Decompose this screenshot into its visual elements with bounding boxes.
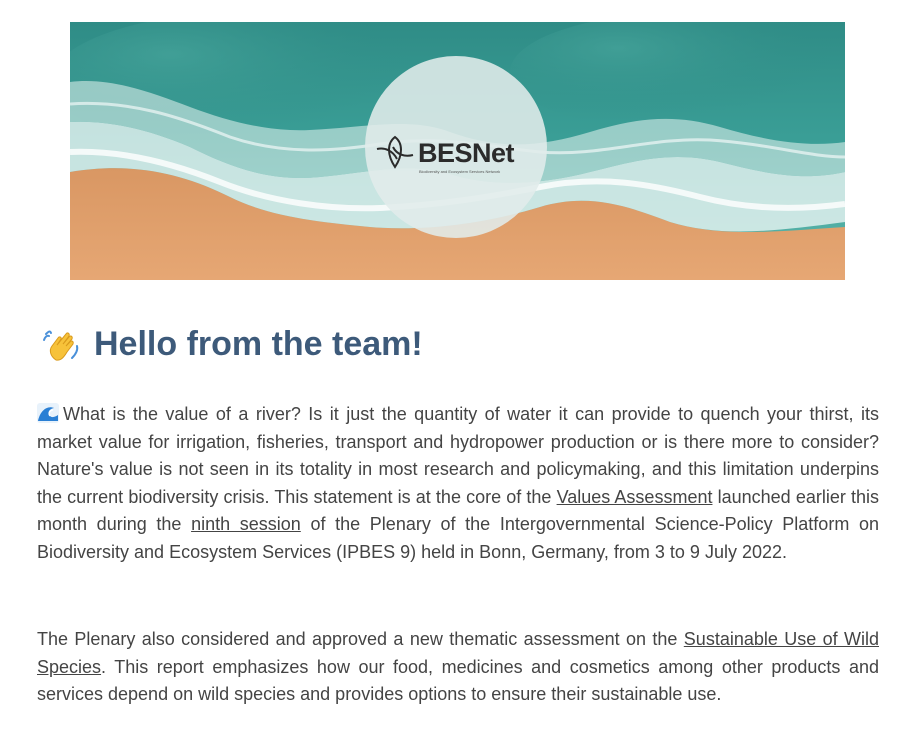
logo-tagline: Biodiversity and Ecosystem Services Network	[419, 169, 501, 174]
values-assessment-link[interactable]: Values Assessment	[556, 486, 713, 507]
greeting-heading-text: Hello from the team!	[94, 324, 423, 363]
page-title	[42, 320, 423, 368]
sustainable-use-wild-species-link[interactable]: Sustainable Use of Wild Species	[37, 629, 879, 677]
intro-text-part-2: launched earlier this month during the	[37, 486, 879, 534]
plenary-paragraph	[37, 626, 879, 709]
plenary-text-part-1: The Plenary also considered and approved a new thematic assessment on the	[37, 629, 684, 649]
intro-paragraph	[37, 401, 879, 566]
intro-text-part-3: of the Plenary of the Intergovernmental Science-Policy Platform on Biodiversity and Ecosystem Services (IPBES 9) held in Bonn, Germany, from 3 to 9 July 2022.	[37, 514, 879, 562]
header-banner-image	[70, 22, 845, 280]
plenary-text-part-2: . This report emphasizes how our food, medicines and cosmetics among other products and services depend on wild species and provides options to ensure their sustainable use.	[37, 656, 879, 704]
besnet-logo: BESNet	[418, 138, 515, 168]
intro-text-part-1: What is the value of a river? Is it just the quantity of water it can provide to quench your thirst, its market value for irrigation, fisheries, transport and hydropower production or is there more to consider? Nature's value is not seen in its totality in most research and policymaking, and this limitation underpins the current biodiversity crisis. This statement is at the core of the	[37, 404, 879, 507]
besnet-leaf-icon	[373, 133, 417, 173]
water-wave-icon	[37, 403, 59, 423]
ninth-session-link[interactable]: ninth session	[191, 514, 301, 534]
waving-hand-icon	[42, 324, 80, 364]
